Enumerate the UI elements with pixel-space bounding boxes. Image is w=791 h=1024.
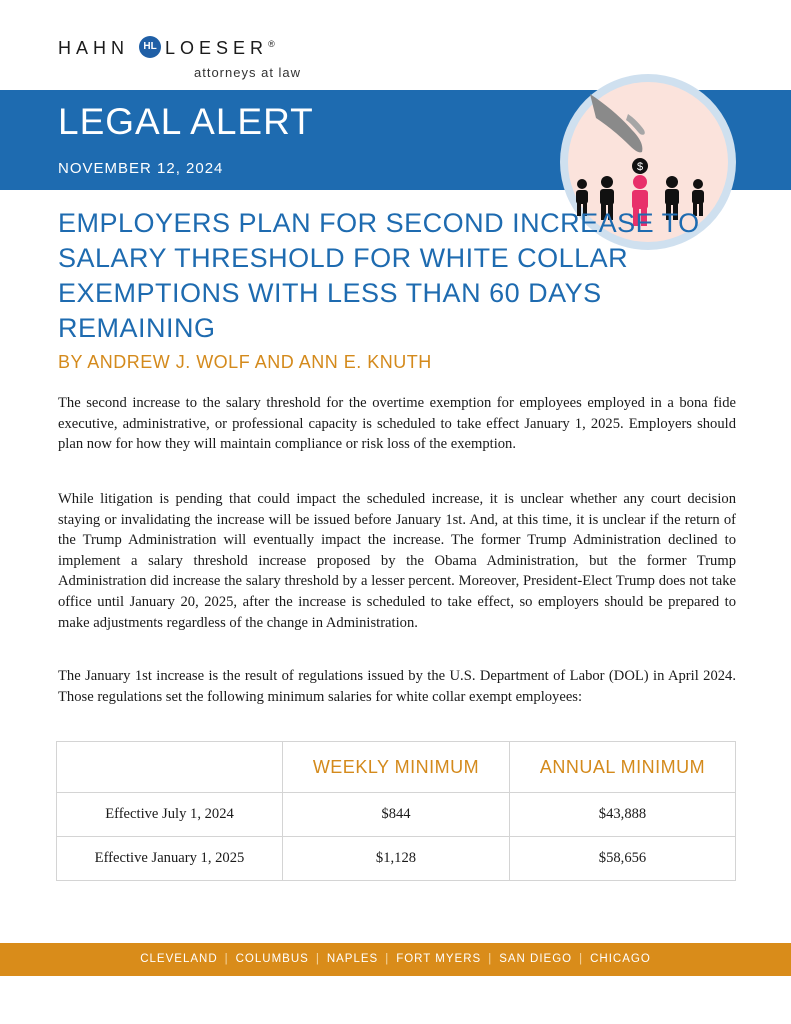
table-row: [57, 793, 736, 837]
paragraph: The January 1st increase is the result of regulations issued by the U.S. Department of Labor (DOL) in April 2024. Those regulations set the following minimum salaries for white collar exempt employees:: [58, 668, 736, 705]
salary-threshold-table: [56, 741, 736, 881]
table-header-cell: [57, 742, 283, 793]
table-header-weekly: WEEKLY MINIMUM: [283, 742, 510, 793]
table-cell-annual: $58,656: [510, 837, 736, 881]
table-header-row: [57, 742, 736, 793]
registered-mark: ®: [268, 39, 275, 49]
table-header-annual: ANNUAL MINIMUM: [510, 742, 736, 793]
banner-title: LEGAL ALERT: [58, 101, 314, 142]
footer-separator: |: [385, 953, 390, 965]
paragraph: While litigation is pending that could impact the scheduled increase, it is unclear whether any court decision staying or invalidating the increase will be issued before January 1st. And, at this time, it is unclear if the return of the Trump Administration will eventually impact the increase. The former Trump Administration declined to implement a salary threshold increase proposed by the Obama Administration, but the former Trump Administration did increase the salary threshold by a lesser percent. Moreover, President-Elect Trump does not take office until January 20, 2025, after the increase is scheduled to take effect, so employers should be prepared to make adjustments regardless of the change in Administration.: [58, 491, 736, 631]
footer-city: FORT MYERS: [396, 953, 482, 965]
logo-name-right: LOESER: [165, 38, 269, 58]
table-cell-effective-date: Effective January 1, 2025: [57, 837, 283, 881]
logo-name-left: HAHN: [58, 38, 130, 58]
logo-mark-icon: HL: [139, 36, 161, 58]
table-row: [57, 837, 736, 881]
firm-logo: [58, 36, 338, 86]
table-cell-weekly: $1,128: [283, 837, 510, 881]
paragraph: The second increase to the salary threshold for the overtime exemption for employees employed in a bona fide executive, administrative, or professional capacity is scheduled to take effect January 1, 2025. Employers should plan now for how they will maintain compliance or risk loss of the exemption.: [58, 395, 736, 453]
footer-city: COLUMBUS: [235, 953, 309, 965]
table-cell-weekly: $844: [283, 793, 510, 837]
footer-separator: |: [224, 953, 229, 965]
footer-city: SAN DIEGO: [499, 953, 573, 965]
article-byline: BY ANDREW J. WOLF AND ANN E. KNUTH: [58, 352, 432, 372]
footer-city: CHICAGO: [590, 953, 651, 965]
footer-city: NAPLES: [326, 953, 379, 965]
footer-separator: |: [488, 953, 493, 965]
banner-date: NOVEMBER 12, 2024: [58, 160, 224, 177]
table-cell-annual: $43,888: [510, 793, 736, 837]
footer-city: CLEVELAND: [140, 953, 218, 965]
logo-tagline: attorneys at law: [194, 65, 302, 80]
footer-separator: |: [579, 953, 584, 965]
logo-wordmark: [58, 38, 275, 59]
footer-separator: |: [315, 953, 320, 965]
article-headline: EMPLOYERS PLAN FOR SECOND INCREASE TO SALARY THRESHOLD FOR WHITE COLLAR EXEMPTIONS WITH LESS THAN 60 DAYS REMAINING: [58, 208, 700, 343]
office-locations-footer: [0, 943, 791, 976]
table-cell-effective-date: Effective July 1, 2024: [57, 793, 283, 837]
coin-icon: $: [636, 161, 644, 173]
